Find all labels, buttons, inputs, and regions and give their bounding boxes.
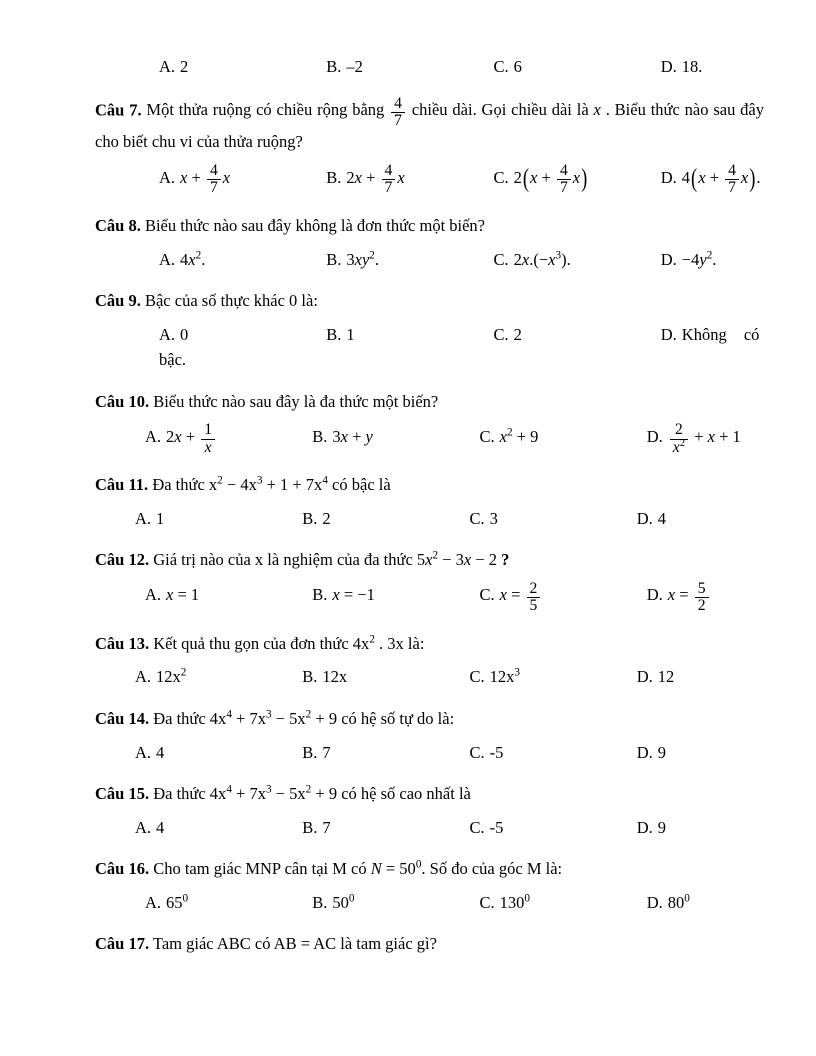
question-label: Câu 15. xyxy=(95,784,150,804)
option-letter: A. xyxy=(145,426,162,446)
superscript: 0 xyxy=(524,892,530,905)
option-letter: C. xyxy=(469,742,485,762)
fraction-num: 4 xyxy=(728,162,736,180)
question-block xyxy=(95,54,764,80)
question-text: Biểu thức nào sau đây là đa thức một biến? xyxy=(149,391,439,411)
math-variable: x xyxy=(672,438,680,456)
math-variable: N xyxy=(370,859,382,879)
option-d xyxy=(597,163,764,197)
option-text: $12x^3$ xyxy=(489,666,520,687)
option-text: 2 xyxy=(180,57,189,76)
option-letter: C. xyxy=(493,167,509,187)
math-variable: x xyxy=(354,167,362,187)
fraction-den: 7 xyxy=(382,179,396,196)
answer-options-row xyxy=(95,890,764,916)
question-block xyxy=(95,389,764,456)
option-a xyxy=(95,582,262,608)
question-block xyxy=(95,472,764,531)
answer-options-row xyxy=(95,664,764,690)
option-text: $50^0$ xyxy=(332,892,355,912)
option-b xyxy=(262,815,429,841)
superscript: 2 xyxy=(369,249,375,261)
superscript: 2 xyxy=(506,426,513,439)
question-label: Câu 9. xyxy=(95,291,141,311)
question-label: Câu 12. xyxy=(95,550,150,570)
fraction-num: 2 xyxy=(529,579,538,597)
math-variable: x xyxy=(548,249,556,269)
option-b xyxy=(262,582,429,608)
option-letter: A. xyxy=(135,817,152,837)
option-letter: B. xyxy=(312,892,328,912)
option-c xyxy=(430,247,597,273)
option-letter: A. xyxy=(159,57,176,76)
fraction-den xyxy=(670,439,688,456)
option-letter: A. xyxy=(159,324,176,344)
math-variable: x xyxy=(572,167,581,187)
question-stem xyxy=(95,547,764,573)
option-text: 3x + y xyxy=(332,426,373,446)
option-text: 12x xyxy=(322,667,348,687)
superscript: 4 xyxy=(226,783,232,796)
option-text: 4 xyxy=(657,508,667,528)
math-variable: y xyxy=(365,426,373,446)
answer-options-row xyxy=(95,163,764,197)
question-stem xyxy=(95,96,764,155)
option-letter: A. xyxy=(135,742,152,762)
option-text: x = 1 xyxy=(166,585,200,605)
math-variable: x xyxy=(463,550,472,570)
fraction xyxy=(382,163,396,197)
option-text: $80^0$ xyxy=(667,892,690,912)
option-letter: A. xyxy=(135,667,152,687)
open-paren: ( xyxy=(522,163,530,193)
superscript: 3 xyxy=(265,708,272,721)
answer-options-row xyxy=(95,322,764,348)
option-a xyxy=(95,54,262,80)
option-text: 4(x + $\frac{4}{7}$ x). xyxy=(682,168,761,187)
superscript: 2 xyxy=(180,666,187,679)
question-text: Đa thức $x^2 - 4x^3 + 1 + 7x^4$ có bậc là xyxy=(148,474,391,495)
fraction xyxy=(725,163,739,197)
option-letter: A. xyxy=(159,249,176,269)
option-a xyxy=(95,890,262,916)
option-text: 2 xyxy=(322,508,331,528)
option-d xyxy=(597,890,764,916)
question-label: Câu 10. xyxy=(95,391,150,411)
answer-options-row xyxy=(95,815,764,841)
fraction-num: 4 xyxy=(384,162,393,180)
question-text: Tam giác ABC có AB = AC là tam giác gì? xyxy=(149,934,437,954)
option-text: 9 xyxy=(657,742,667,762)
question-block xyxy=(95,706,764,765)
fraction-den: 7 xyxy=(725,179,739,196)
option-text: –2 xyxy=(346,57,363,76)
math-variable: x xyxy=(593,100,601,120)
option-d xyxy=(597,506,764,532)
option-letter: C. xyxy=(479,892,495,912)
option-letter: C. xyxy=(469,817,485,837)
option-letter: D. xyxy=(646,426,663,446)
option-text: 4 xyxy=(156,817,165,837)
math-variable: x xyxy=(397,167,405,187)
option-text: 7 xyxy=(322,817,331,837)
math-variable: x xyxy=(707,426,715,446)
option-d xyxy=(597,54,764,80)
option-b xyxy=(262,322,429,348)
question-stem xyxy=(95,472,764,498)
fraction-num: 4 xyxy=(559,162,568,180)
option-a xyxy=(95,322,262,348)
option-c xyxy=(430,424,597,450)
option-d xyxy=(597,322,764,348)
question-label: Câu 17. xyxy=(95,934,150,954)
question-text: Giá trị nào của x là nghiệm của đa thức $5x^2 - 3x - 2$ ? xyxy=(149,549,510,570)
option-letter: A. xyxy=(145,585,162,605)
option-d xyxy=(597,247,764,273)
option-letter: D. xyxy=(636,742,653,762)
option-letter: C. xyxy=(493,57,509,76)
fraction-num: 1 xyxy=(204,421,213,439)
option-letter: A. xyxy=(145,892,162,912)
question-block xyxy=(95,781,764,840)
math-variable: x xyxy=(425,550,433,570)
answer-options-row xyxy=(95,247,764,273)
option-c xyxy=(430,890,597,916)
question-label: Câu 16. xyxy=(95,859,150,879)
option-text: -5 xyxy=(489,742,504,762)
question-block xyxy=(95,288,764,373)
superscript: 0 xyxy=(415,858,422,871)
option-c xyxy=(430,322,597,348)
superscript: 2 xyxy=(195,249,202,261)
option-letter: B. xyxy=(312,426,328,446)
question-text: Kết quả thu gọn của đơn thức $4x^2$ . 3x là: xyxy=(149,633,425,653)
option-letter: D. xyxy=(636,667,653,687)
fraction xyxy=(695,581,709,615)
question-stem xyxy=(95,389,764,415)
superscript: 4 xyxy=(322,474,328,487)
option-text: $-4y^2$. xyxy=(681,249,717,269)
option-text: $12x^2$ xyxy=(156,666,187,687)
option-text: 2x + $\frac{4}{7}$ x xyxy=(346,162,405,197)
option-continuation-line: bậc. xyxy=(159,350,187,370)
option-text: $2x.(-x^3)$. xyxy=(513,249,571,269)
math-variable: x xyxy=(204,438,212,456)
option-text: $3xy^2$. xyxy=(346,249,380,269)
question-text: Bậc của số thực khác 0 là: xyxy=(140,291,318,311)
answer-options-row xyxy=(95,506,764,532)
question-label: Câu 11. xyxy=(95,475,149,495)
option-letter: B. xyxy=(302,667,318,687)
option-text: x = −1 xyxy=(332,585,375,605)
question-text: Một thửa ruộng có chiều rộng bằng $\frac{4}{7}$ chiều dài. Gọi chiều dài là x . Biểu thức nào sau đây cho biết chu vi của thửa ruộng? xyxy=(95,94,765,152)
option-letter: A. xyxy=(135,508,152,528)
option-letter: D. xyxy=(660,167,677,187)
question-block xyxy=(95,931,764,957)
math-variable: x xyxy=(521,249,530,269)
math-variable: xy xyxy=(354,249,370,269)
option-letter: B. xyxy=(326,167,342,187)
superscript: 2 xyxy=(706,249,713,261)
option-text: $\frac{2}{x^2}$ + x + 1 xyxy=(668,427,741,446)
option-letter: B. xyxy=(326,324,342,344)
superscript: 3 xyxy=(256,474,263,487)
close-paren: ) xyxy=(749,163,756,193)
option-text: $65^0$ xyxy=(166,892,189,912)
option-a xyxy=(95,422,262,456)
option-text: $4x^2$. xyxy=(180,249,206,269)
option-letter: D. xyxy=(636,508,653,528)
option-text: 2 xyxy=(513,324,522,344)
close-paren: ) xyxy=(581,163,588,193)
math-variable: x xyxy=(166,585,174,605)
question-text: Cho tam giác MNP cân tại M có $N = 50^0$. Số đo của góc M là: xyxy=(149,858,563,879)
option-c xyxy=(430,664,597,690)
option-text: 12 xyxy=(657,667,675,687)
option-letter: B. xyxy=(326,57,342,76)
option-letter: B. xyxy=(302,742,318,762)
question-stem xyxy=(95,931,764,957)
option-letter: B. xyxy=(302,508,318,528)
option-c xyxy=(430,581,597,615)
answer-options-row xyxy=(95,581,764,615)
superscript: 2 xyxy=(679,437,686,449)
math-variable: x xyxy=(340,426,348,446)
option-text: $130^0$ xyxy=(499,892,530,912)
question-stem xyxy=(95,288,764,314)
option-letter: D. xyxy=(646,892,663,912)
option-b xyxy=(262,424,429,450)
option-d xyxy=(597,815,764,841)
fraction-num: 4 xyxy=(209,162,218,180)
question-stem xyxy=(95,631,764,657)
math-variable: x xyxy=(698,167,706,187)
option-letter: D. xyxy=(660,57,677,76)
bold-text: ? xyxy=(501,550,510,570)
superscript: 3 xyxy=(555,249,562,261)
question-block xyxy=(95,547,764,614)
fraction-num: 5 xyxy=(697,579,706,597)
option-b xyxy=(262,890,429,916)
question-label: Câu 8. xyxy=(95,215,141,235)
option-letter: C. xyxy=(479,585,495,605)
option-letter: D. xyxy=(660,324,677,344)
option-letter: D. xyxy=(646,585,663,605)
fraction-num: 4 xyxy=(394,94,402,112)
option-b xyxy=(262,740,429,766)
fraction-den: 5 xyxy=(527,597,541,614)
answer-options-row xyxy=(95,54,764,80)
answer-options-row xyxy=(95,740,764,766)
option-letter: C. xyxy=(493,249,509,269)
question-label: Câu 13. xyxy=(95,633,150,653)
option-d xyxy=(597,581,764,615)
questions-container xyxy=(95,54,764,957)
option-text: 18. xyxy=(681,57,703,76)
option-text: 7 xyxy=(322,742,331,762)
fraction-den: 2 xyxy=(695,597,709,614)
option-b xyxy=(262,247,429,273)
math-variable: x xyxy=(188,249,196,269)
option-letter: C. xyxy=(469,667,485,687)
fraction xyxy=(670,422,688,456)
option-c xyxy=(430,740,597,766)
math-variable: y xyxy=(699,249,707,269)
superscript: 4 xyxy=(226,708,232,721)
option-a xyxy=(95,740,262,766)
option-c xyxy=(430,506,597,532)
question-stem xyxy=(95,706,764,732)
fraction xyxy=(207,163,221,197)
question-stem xyxy=(95,856,764,882)
option-a xyxy=(95,247,262,273)
option-b xyxy=(262,664,429,690)
fraction-num: 2 xyxy=(675,421,683,439)
option-letter: B. xyxy=(326,249,342,269)
superscript: 2 xyxy=(305,783,312,796)
question-block xyxy=(95,96,764,197)
option-d xyxy=(597,740,764,766)
option-text: x = $\frac{5}{2}$ xyxy=(668,585,711,604)
option-text: 6 xyxy=(513,57,522,76)
superscript: 0 xyxy=(182,892,189,905)
superscript: 3 xyxy=(265,783,272,796)
open-paren: ( xyxy=(691,163,698,193)
math-variable: x xyxy=(499,585,507,605)
option-d xyxy=(597,422,764,456)
option-text: 4 xyxy=(156,742,165,762)
option-text: $x^2 + 9$ xyxy=(499,426,539,446)
option-letter: B. xyxy=(302,817,318,837)
superscript: 0 xyxy=(684,892,690,905)
math-variable: x xyxy=(332,585,340,605)
option-text: 3 xyxy=(489,508,498,528)
option-letter: C. xyxy=(479,426,495,446)
option-letter: B. xyxy=(312,585,328,605)
option-text: 2x + $\frac{1}{x}$ xyxy=(166,427,217,446)
fraction-den: 7 xyxy=(207,179,221,196)
option-text: x + $\frac{4}{7}$ x xyxy=(180,162,231,197)
option-text: 9 xyxy=(657,817,667,837)
superscript: 2 xyxy=(369,633,375,646)
math-variable: x xyxy=(222,167,231,187)
option-a xyxy=(95,506,262,532)
superscript: 2 xyxy=(305,708,312,721)
option-letter: C. xyxy=(469,508,485,528)
option-c xyxy=(430,163,597,197)
option-text: 2(x + $\frac{4}{7}$ x) xyxy=(514,168,589,187)
superscript: 2 xyxy=(432,549,439,562)
fraction-den: 7 xyxy=(391,112,405,129)
question-stem xyxy=(95,781,764,807)
option-a xyxy=(95,163,262,197)
question-block xyxy=(95,213,764,272)
superscript: 2 xyxy=(217,474,223,487)
option-a xyxy=(95,664,262,690)
math-variable: x xyxy=(667,585,676,605)
math-variable: x xyxy=(530,167,538,187)
question-label: Câu 14. xyxy=(95,708,150,728)
math-variable: x xyxy=(499,426,507,446)
question-text: Đa thức $4x^4 + 7x^3 - 5x^2 + 9$ có hệ số tự do là: xyxy=(149,708,455,728)
superscript: 0 xyxy=(348,892,355,905)
math-variable: x xyxy=(180,167,188,187)
fraction-den: 7 xyxy=(557,179,571,196)
option-c xyxy=(430,54,597,80)
option-letter: A. xyxy=(159,167,176,187)
question-block xyxy=(95,631,764,690)
option-text: 1 xyxy=(346,324,355,344)
option-letter: C. xyxy=(493,324,509,344)
option-b xyxy=(262,506,429,532)
option-b xyxy=(262,54,429,80)
option-text: -5 xyxy=(489,817,504,837)
fraction xyxy=(391,96,405,130)
answer-options-row xyxy=(95,422,764,456)
question-text: Đa thức $4x^4 + 7x^3 - 5x^2 + 9$ có hệ số cao nhất là xyxy=(149,783,471,804)
fraction xyxy=(557,163,571,197)
option-letter: D. xyxy=(636,817,653,837)
question-block xyxy=(95,856,764,915)
option-text: 1 xyxy=(156,508,165,528)
option-b xyxy=(262,163,429,197)
question-label: Câu 7. xyxy=(95,100,142,120)
math-variable: x xyxy=(174,426,182,446)
option-c xyxy=(430,815,597,841)
option-d xyxy=(597,664,764,690)
option-letter: D. xyxy=(660,249,677,269)
option-text: Không có xyxy=(681,324,760,344)
superscript: 3 xyxy=(514,666,520,679)
question-text: Biểu thức nào sau đây không là đơn thức một biến? xyxy=(140,215,486,235)
option-text: 0 xyxy=(180,324,189,344)
fraction-den xyxy=(201,439,215,456)
fraction xyxy=(201,422,215,456)
math-variable: x xyxy=(740,167,749,187)
option-text: x = $\frac{2}{5}$ xyxy=(500,585,543,604)
option-a xyxy=(95,815,262,841)
fraction xyxy=(527,581,541,615)
question-stem xyxy=(95,213,764,239)
